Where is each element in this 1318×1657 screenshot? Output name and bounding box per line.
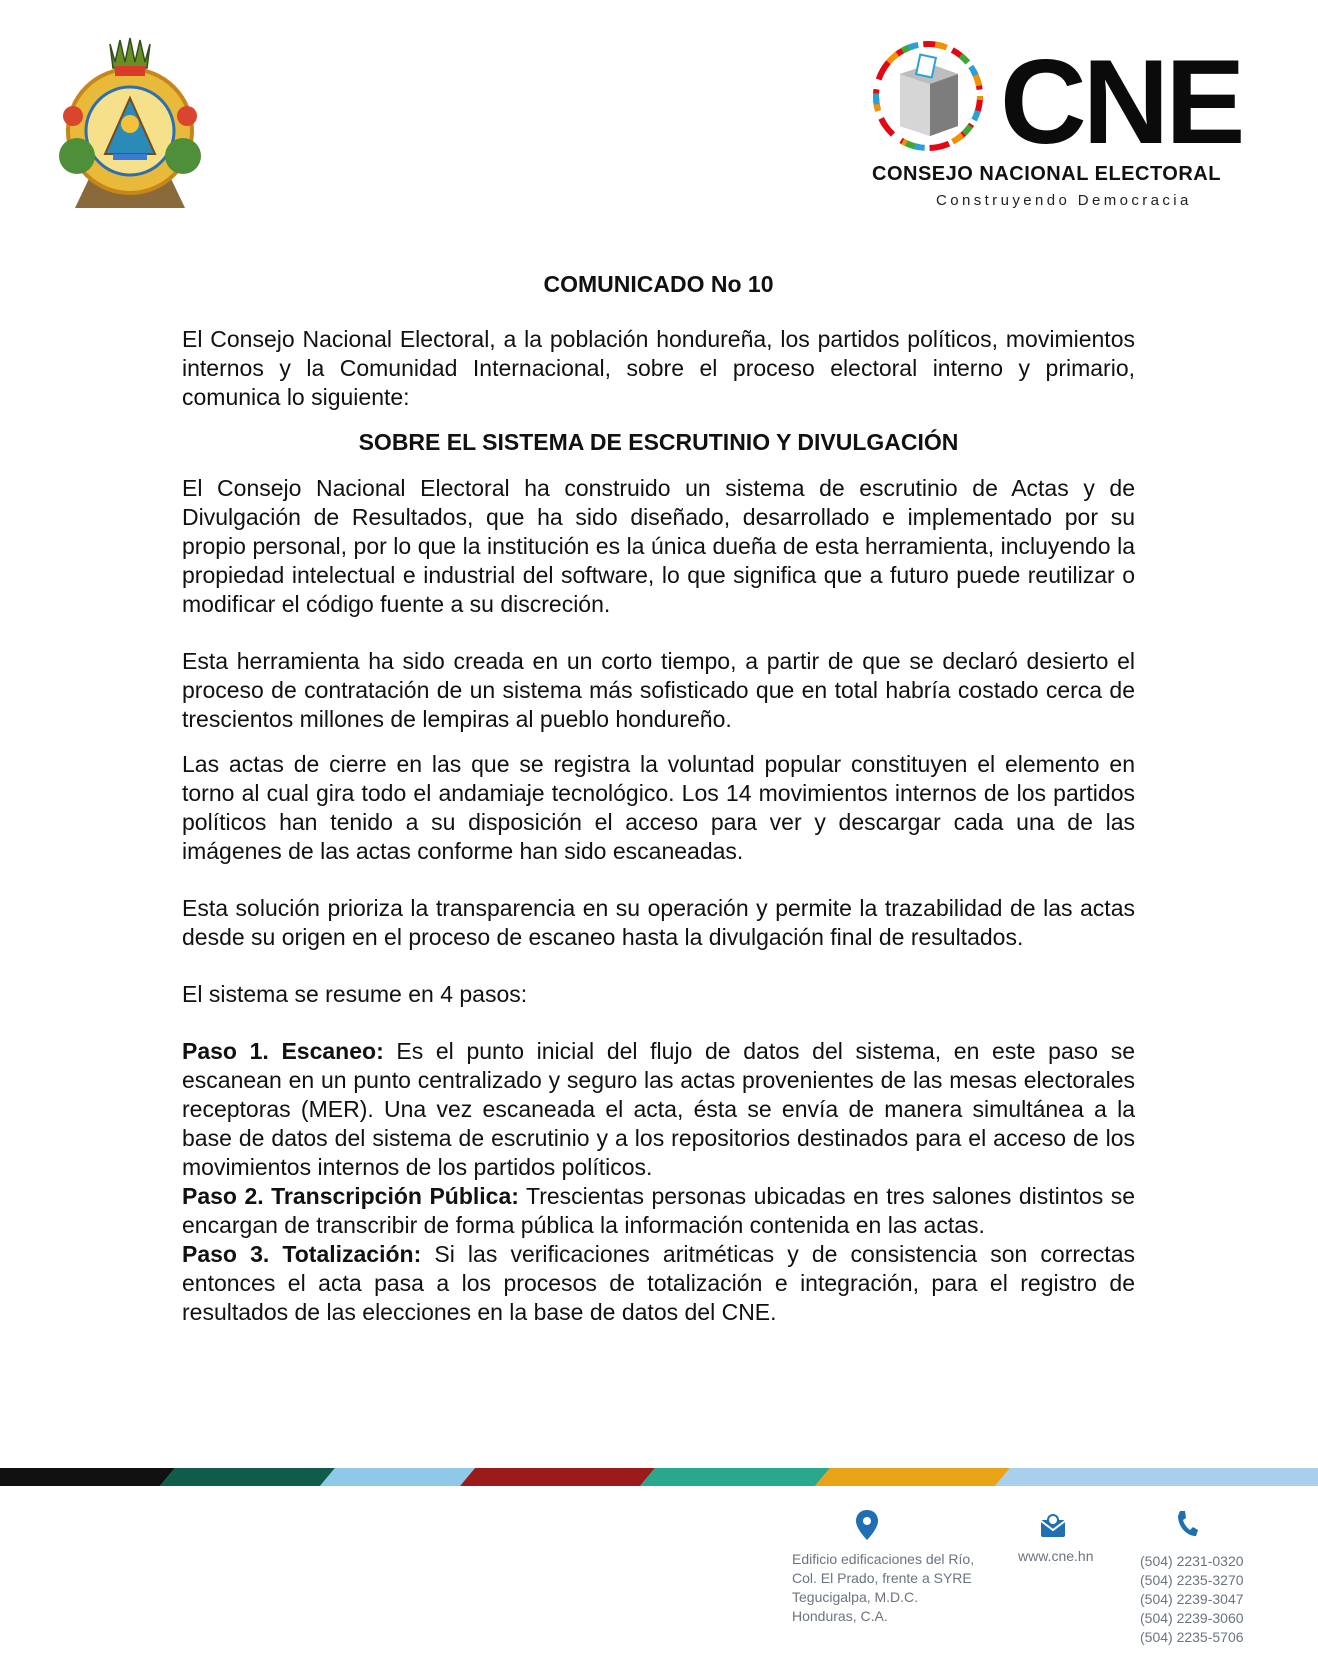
communique-body	[182, 270, 1135, 1327]
paragraph: Esta herramienta ha sido creada en un corto tiempo, a partir de que se declaró desierto el proceso de contratación de un sistema más sofisticado que en total habría costado cerca de trescientos millones de lempiras al pueblo hondureño.	[182, 648, 1135, 732]
phone-number: (504) 2235-3270	[1140, 1572, 1244, 1588]
address-line: Edificio edificaciones del Río,	[792, 1551, 975, 1567]
paragraph: El sistema se resume en 4 pasos:	[182, 981, 528, 1007]
step-label: Paso 2. Transcripción Pública:	[182, 1183, 519, 1209]
step-text: Trescientas personas ubicadas en tres salones distintos se encargan de transcribir de forma pública la información contenida en las actas.	[182, 1183, 1135, 1238]
cne-brand-text: CNE	[1000, 35, 1242, 169]
address-line: Col. El Prado, frente a SYRE	[792, 1570, 972, 1586]
step-label: Paso 1. Escaneo:	[182, 1038, 384, 1064]
intro-paragraph: El Consejo Nacional Electoral, a la población hondureña, los partidos políticos, movimientos internos y la Comunidad Internacional, sobre el proceso electoral interno y primario, comunica lo siguiente:	[182, 326, 1135, 410]
communique-title: COMUNICADO No 10	[543, 271, 774, 297]
paragraph: Las actas de cierre en las que se registra la voluntad popular constituyen el elemento en torno al cual gira todo el andamiaje tecnológico. Los 14 movimientos internos de los partidos políticos han tenido a su disposición el acceso para ver y descargar cada una de las imágenes de las actas conforme han sido escaneadas.	[182, 751, 1135, 864]
phone-number: (504) 2239-3060	[1140, 1610, 1244, 1626]
color-stripe	[0, 1468, 1318, 1486]
location-pin-icon	[856, 1510, 878, 1540]
address-line: Tegucigalpa, M.D.C.	[792, 1589, 919, 1605]
phone-number: (504) 2239-3047	[1140, 1591, 1244, 1607]
step-text: Si las verificaciones aritméticas y de consistencia son correctas entonces el acta pasa a los procesos de totalización e integración, para el registro de resultados de las elecciones en la base de datos del CNE.	[182, 1241, 1135, 1325]
step-item	[182, 1182, 1135, 1240]
phone-number: (504) 2231-0320	[1140, 1553, 1244, 1569]
step-text: Es el punto inicial del flujo de datos del sistema, en este paso se escanean en un punto centralizado y seguro las actas provenientes de las mesas electorales receptoras (MER). Una vez escaneada el acta, ésta se envía de manera simultánea a la base de datos del sistema de escrutinio y a los repositorios destinados para el acceso de los movimientos internos de los partidos políticos.	[182, 1038, 1135, 1180]
step-label: Paso 3. Totalización:	[182, 1241, 422, 1267]
step-item	[182, 1037, 1135, 1182]
honduras-coat-of-arms-icon	[55, 36, 205, 208]
phone-icon	[1176, 1510, 1198, 1538]
org-tagline: Construyendo Democracia	[936, 192, 1192, 209]
address-line: Honduras, C.A.	[792, 1608, 888, 1624]
paragraph: Esta solución prioriza la transparencia en su operación y permite la trazabilidad de las actas desde su origen en el proceso de escaneo hasta la divulgación final de resultados.	[182, 895, 1135, 950]
website-link[interactable]: www.cne.hn	[1018, 1548, 1094, 1564]
step-item	[182, 1240, 1135, 1327]
cne-logo	[860, 34, 1280, 214]
section-title: SOBRE EL SISTEMA DE ESCRUTINIO Y DIVULGACIÓN	[358, 429, 959, 455]
address-block	[792, 1550, 974, 1626]
org-name: CONSEJO NACIONAL ELECTORAL	[872, 163, 1221, 185]
web-mail-icon	[1040, 1514, 1066, 1538]
ballot-box-icon	[860, 34, 1000, 164]
phone-list	[1140, 1552, 1244, 1647]
phone-number: (504) 2235-5706	[1140, 1629, 1244, 1645]
footer	[0, 1510, 1318, 1657]
paragraph: El Consejo Nacional Electoral ha construido un sistema de escrutinio de Actas y de Divulgación de Resultados, que ha sido diseñado, desarrollado e implementado por su propio personal, por lo que la institución es la única dueña de esta herramienta, incluyendo la propiedad intelectual e industrial del software, lo que significa que a futuro puede reutilizar o modificar el código fuente a su discreción.	[182, 475, 1135, 617]
